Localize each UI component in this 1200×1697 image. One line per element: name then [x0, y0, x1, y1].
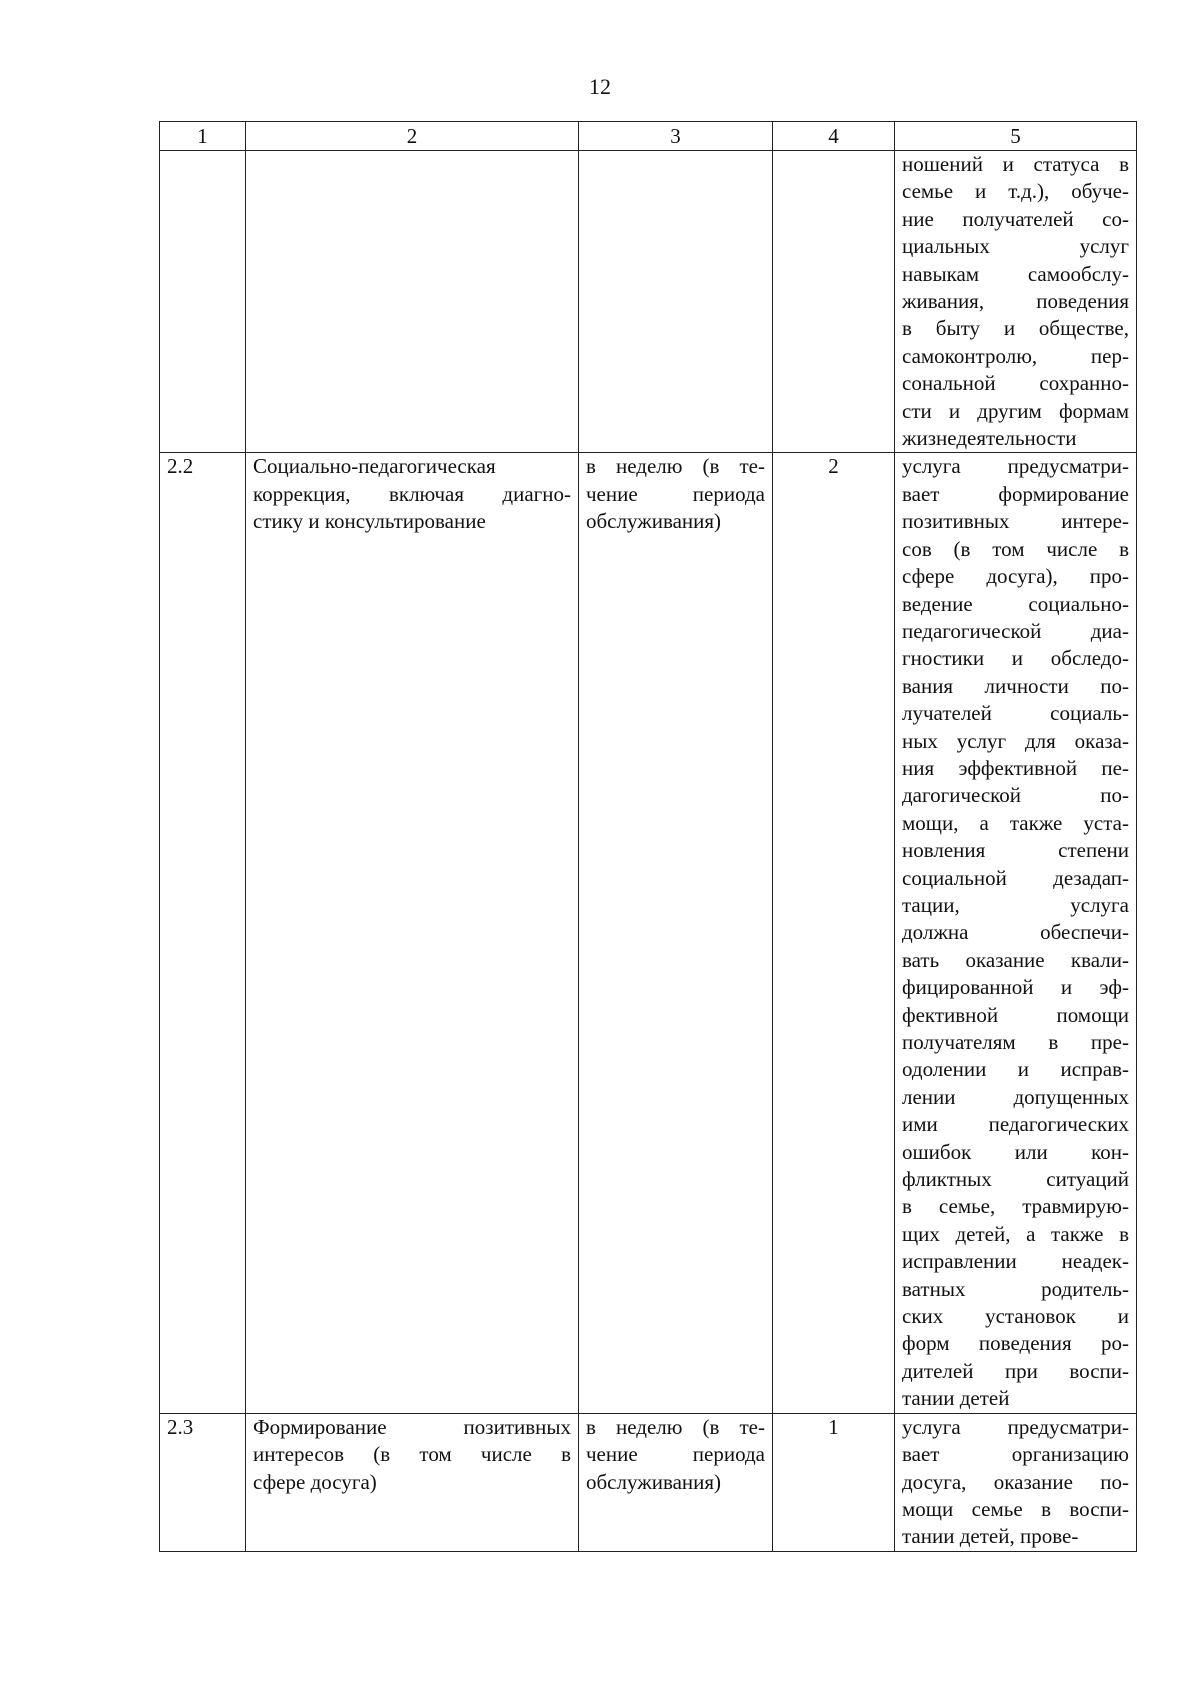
services-table: [159, 121, 1137, 1552]
service-description-line: самоконтролю, пер-: [902, 343, 1129, 368]
service-description-line: услуга предусматри-: [902, 454, 1129, 479]
service-name: [246, 453, 579, 1413]
service-description-line: щих детей, а также в: [902, 1221, 1129, 1246]
service-description-line: социальной дезадап-: [902, 865, 1129, 890]
header-cell-3: 3: [579, 122, 773, 151]
header-cell-1: 1: [160, 122, 246, 151]
service-description-line: тации, услуга: [902, 892, 1129, 917]
service-description-line: педагогической диа-: [902, 618, 1129, 643]
service-description-line: получателям в пре-: [902, 1030, 1129, 1054]
service-description-line: ние получателей со-: [902, 206, 1129, 231]
header-cell-4: 4: [773, 122, 895, 151]
service-description-line: дагогической по-: [902, 783, 1129, 808]
service-description-line: ских установок и: [902, 1304, 1129, 1329]
service-description-line: фликтных ситуаций: [902, 1167, 1129, 1192]
service-name-line: коррекция, включая диагно-: [253, 481, 571, 506]
service-description-line: сов (в том числе в: [902, 536, 1129, 561]
service-description-line: тании детей, прове-: [902, 1524, 1079, 1549]
row-number: 2.2: [160, 453, 246, 1413]
service-period: [579, 453, 773, 1413]
service-name: [246, 1413, 579, 1551]
header-cell-2: 2: [246, 122, 579, 151]
service-period-line: обслуживания): [586, 509, 722, 534]
service-description-line: дителей при воспи-: [902, 1358, 1129, 1383]
service-description-line: жизнедеятельности: [902, 426, 1077, 451]
service-description-line: сти и другим формам: [902, 398, 1129, 423]
table-row: [160, 1413, 1137, 1551]
service-description-line: в быту и обществе,: [902, 316, 1129, 341]
header-cell-5: 5: [895, 122, 1137, 151]
service-period-line: чение периода: [586, 481, 765, 506]
service-description-line: позитивных интере-: [902, 509, 1129, 534]
service-description-line: одолении и исправ-: [902, 1057, 1129, 1082]
service-description-line: досуга, оказание по-: [902, 1469, 1129, 1494]
service-description-line: мощи, а также уста-: [902, 810, 1129, 835]
service-description-line: семье и т.д.), обуче-: [902, 179, 1129, 204]
service-description-line: ошибок или кон-: [902, 1139, 1129, 1164]
service-description-line: фективной помощи: [902, 1002, 1129, 1027]
service-description-line: мощи семье в воспи-: [902, 1496, 1129, 1521]
service-description-line: исправлении неадек-: [902, 1249, 1129, 1274]
page-number: 12: [589, 74, 611, 99]
service-description-line: вает формирование: [902, 481, 1129, 506]
service-period: [579, 1413, 773, 1551]
service-description-line: новления степени: [902, 838, 1129, 863]
service-period-line: в неделю (в те-: [586, 1414, 765, 1439]
service-name-line: стику и консультирование: [253, 509, 486, 534]
service-description-line: вать оказание квали-: [902, 947, 1129, 972]
service-description-line: форм поведения ро-: [902, 1331, 1129, 1356]
service-count: [773, 151, 895, 453]
service-description: [895, 453, 1137, 1413]
service-description-line: вает организацию: [902, 1442, 1129, 1467]
service-description-line: циальных услуг: [902, 234, 1129, 259]
table-row: [160, 151, 1137, 453]
service-period-line: чение периода: [586, 1442, 765, 1467]
service-description-line: лении допущенных: [902, 1084, 1129, 1109]
service-description-line: навыкам самообслу-: [902, 261, 1129, 286]
service-description-line: фицированной и эф-: [902, 975, 1129, 1000]
row-number: [160, 151, 246, 453]
service-name-line: Формирование позитивных: [253, 1414, 571, 1439]
service-description-line: ведение социально-: [902, 591, 1129, 616]
service-description-line: живания, поведения: [902, 289, 1129, 314]
service-description-line: ими педагогических: [902, 1112, 1129, 1137]
service-period: [579, 151, 773, 453]
header-row: [160, 122, 1137, 151]
service-description-line: лучателей социаль-: [902, 701, 1129, 726]
service-description-line: ношений и статуса в: [902, 152, 1129, 176]
service-description-line: ных услуг для оказа-: [902, 728, 1129, 753]
service-description-line: тании детей: [902, 1386, 1010, 1411]
service-description: [895, 1413, 1137, 1551]
service-description-line: в семье, травмирую-: [902, 1194, 1129, 1219]
service-description-line: гностики и обследо-: [902, 646, 1129, 671]
row-number: 2.3: [160, 1413, 246, 1551]
service-description-line: должна обеспечи-: [902, 920, 1129, 945]
service-description: [895, 151, 1137, 453]
service-count: 1: [773, 1413, 895, 1551]
service-description-line: услуга предусматри-: [902, 1414, 1129, 1439]
service-count: 2: [773, 453, 895, 1413]
table-row: [160, 453, 1137, 1413]
service-period-line: обслуживания): [586, 1469, 722, 1494]
service-name-line: сфере досуга): [253, 1469, 377, 1494]
service-description-line: сфере досуга), про-: [902, 564, 1129, 589]
service-name-line: интересов (в том числе в: [253, 1442, 571, 1467]
service-description-line: вания личности по-: [902, 673, 1129, 698]
service-name-line: Социально-педагогическая: [253, 454, 496, 479]
service-name: [246, 151, 579, 453]
service-period-line: в неделю (в те-: [586, 454, 765, 479]
service-description-line: ватных родитель-: [902, 1276, 1129, 1301]
service-description-line: ния эффективной пе-: [902, 755, 1129, 780]
service-description-line: сональной сохранно-: [902, 371, 1129, 396]
